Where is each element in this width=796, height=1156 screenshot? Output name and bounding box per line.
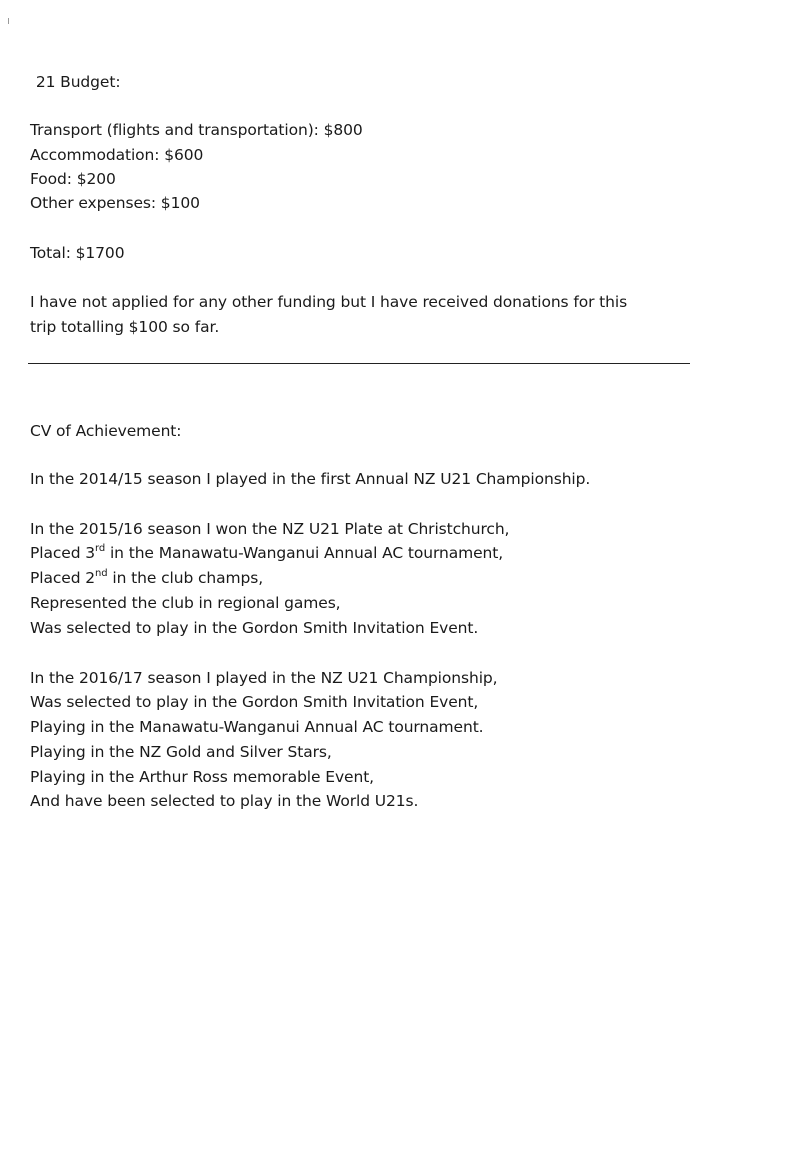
cv-2016-17-line-2: Was selected to play in the Gordon Smith Invitation Event, <box>30 693 479 711</box>
placed-third-suffix: in the Manawatu-Wanganui Annual AC tournament, <box>105 544 504 562</box>
budget-item-transport: Transport (flights and transportation): $800 <box>30 121 363 139</box>
cv-season-2014-15: In the 2014/15 season I played in the first Annual NZ U21 Championship. <box>30 470 591 488</box>
budget-total: Total: $1700 <box>30 244 125 262</box>
cv-2016-17-line-4: Playing in the NZ Gold and Silver Stars, <box>30 743 332 761</box>
placed-second-suffix: in the club champs, <box>107 569 264 587</box>
budget-item-accommodation: Accommodation: $600 <box>30 146 204 164</box>
placed-second-ordinal: nd <box>95 567 108 579</box>
placed-second-prefix: Placed 2 <box>30 569 96 587</box>
funding-note-line-1: I have not applied for any other funding but I have received donations for this <box>30 293 628 311</box>
cv-2015-16-line-5: Was selected to play in the Gordon Smith Invitation Event. <box>30 619 479 637</box>
cv-2016-17-line-3: Playing in the Manawatu-Wanganui Annual AC tournament. <box>30 718 484 736</box>
section-divider <box>28 363 690 364</box>
cv-2016-17-line-5: Playing in the Arthur Ross memorable Event, <box>30 768 375 786</box>
cv-2016-17-line-1: In the 2016/17 season I played in the NZ U21 Championship, <box>30 669 498 687</box>
funding-note-line-2: trip totalling $100 so far. <box>30 318 220 336</box>
cv-2016-17-line-6: And have been selected to play in the World U21s. <box>30 792 419 810</box>
cv-2015-16-line-4: Represented the club in regional games, <box>30 594 341 612</box>
budget-item-food: Food: $200 <box>30 170 116 188</box>
budget-heading: 21 Budget: <box>31 73 121 91</box>
cv-heading: CV of Achievement: <box>30 422 182 440</box>
cv-2015-16-placed-second <box>30 568 263 588</box>
cv-2015-16-placed-third <box>30 543 503 563</box>
budget-item-other: Other expenses: $100 <box>30 194 200 212</box>
cv-2015-16-line-1: In the 2015/16 season I won the NZ U21 Plate at Christchurch, <box>30 520 510 538</box>
placed-third-prefix: Placed 3 <box>30 544 96 562</box>
placed-third-ordinal: rd <box>95 542 106 554</box>
scan-edge-mark <box>8 18 9 24</box>
